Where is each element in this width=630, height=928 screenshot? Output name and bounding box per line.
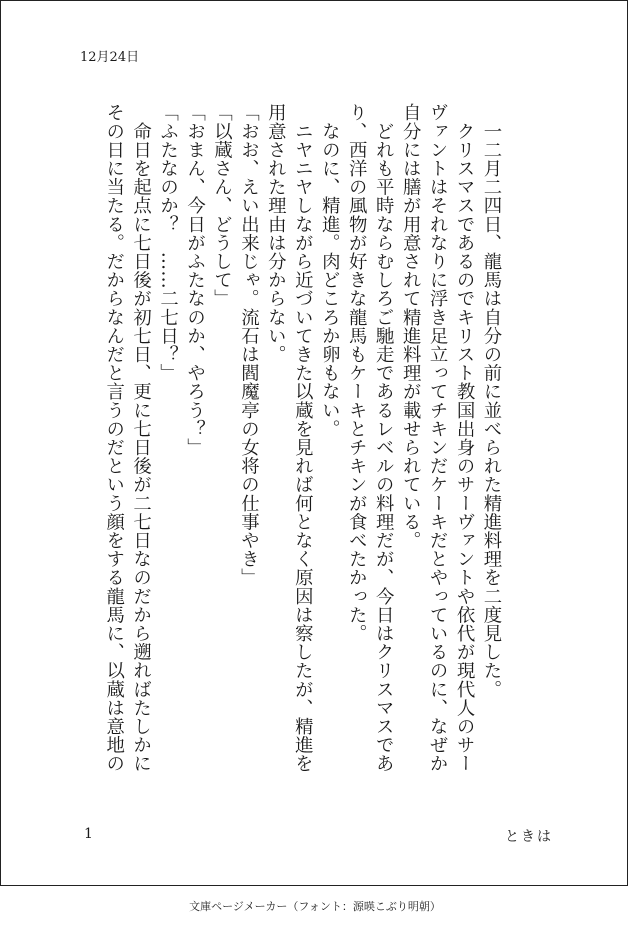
text-line: 「以蔵さん、どうして」 bbox=[211, 103, 233, 308]
text-line: り、西洋の風物が好きな龍馬もケーキとチキンが食べたかった。 bbox=[346, 103, 368, 643]
text-line: 「おお、えい出来じゃ。流石は閻魔亭の女将の仕事やき」 bbox=[238, 103, 260, 587]
text-line: なのに、精進。肉どころか卵もない。 bbox=[319, 103, 341, 438]
page-number: 1 bbox=[84, 826, 93, 842]
text-line: 自分には膳が用意されて精進料理が載せられている。 bbox=[400, 103, 422, 550]
text-line: 一二月二四日、龍馬は自分の前に並べられた精進料理を二度見した。 bbox=[481, 103, 502, 699]
text-line: その日に当たる。だからなんだと言うのだという顔をする龍馬に、以蔵は意地の bbox=[103, 103, 125, 773]
generator-credit: 文庫ページメーカー（フォント：源暎こぶり明朝） bbox=[189, 900, 441, 913]
date-label: 12月24日 bbox=[80, 50, 140, 65]
text-line: 「おまん、今日がふたなのか、やろう？」 bbox=[184, 103, 206, 457]
text-line: ヴァントはそれなりに浮き足立ってチキンだケーキだとやっているのに、なぜか bbox=[427, 103, 449, 773]
text-line: ニヤニヤしながら近づいてきた以蔵を見れば何となく原因は察したが、精進を bbox=[292, 103, 314, 773]
text-line: どれも平時ならむしろご馳走であるレベルの料理だが、今日はクリスマスであ bbox=[373, 103, 395, 773]
text-line: 「ふたなのか？ ……二七日？」 bbox=[157, 103, 179, 382]
text-line: 命日を起点に七日後が初七日、更に七日後が二七日なのだから遡ればたしかに bbox=[130, 103, 152, 773]
novel-body-text bbox=[72, 103, 504, 791]
author-name: ときは bbox=[505, 829, 553, 845]
text-line: 用意された理由は分からない。 bbox=[265, 103, 287, 364]
text-line: クリスマスであるのでキリスト教国出身のサーヴァントや依代が現代人のサー bbox=[454, 103, 476, 773]
